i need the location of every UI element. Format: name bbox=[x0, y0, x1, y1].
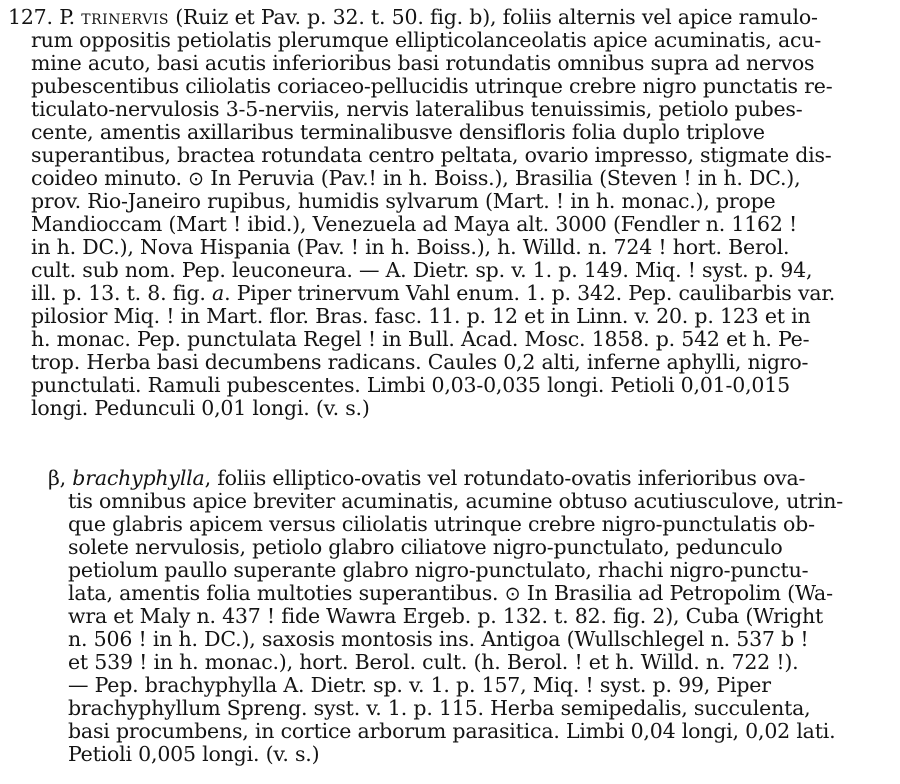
line-segment: . Piper trinervum Vahl enum. 1. p. 342. Pep. caulibarbis var. bbox=[224, 281, 836, 305]
entry-127-line: pubescentibus ciliolatis coriaceo-pellucidis utrinque crebre nigro punctatis re- bbox=[31, 74, 833, 98]
line-segment: In Brasilia ad Petropolim (Wa- bbox=[520, 581, 833, 605]
entry-127-line: Mandioccam (Mart ! ibid.), Venezuela ad Maya alt. 3000 (Fendler n. 1162 ! bbox=[31, 212, 798, 236]
entry-127-line: prov. Rio-Janeiro rupibus, humidis sylvarum (Mart. ! in h. monac.), prope bbox=[31, 189, 776, 213]
annual-symbol-icon: ⊙ bbox=[188, 168, 204, 190]
entry-127-line: trop. Herba basi decumbens radicans. Caules 0,2 alti, inferne aphylli, nigro- bbox=[31, 350, 809, 374]
variety-beta-line: n. 506 ! in h. DC.), saxosis montosis ins. Antigoa (Wullschlegel n. 537 b ! bbox=[68, 627, 809, 651]
figure-letter: a bbox=[212, 281, 225, 305]
variety-beta-line: Petioli 0,005 longi. (v. s.) bbox=[68, 742, 320, 766]
variety-beta-line: et 539 ! in h. monac.), hort. Berol. cult. (h. Berol. ! et h. Willd. n. 722 !). bbox=[68, 650, 799, 674]
entry-127-line-1-rest: (Ruiz et Pav. p. 32. t. 50. fig. b), foliis alternis vel apice ramulo- bbox=[168, 5, 818, 29]
entry-127-line: cente, amentis axillaribus terminalibusve densifloris folia duplo triplove bbox=[31, 120, 765, 144]
line-segment: , foliis elliptico-ovatis vel rotundato-ovatis inferioribus ova- bbox=[204, 466, 806, 490]
variety-beta-line: petiolum paullo superante glabro nigro-punctulato, rhachi nigro-punctu- bbox=[68, 558, 809, 582]
species-name: trinervis bbox=[81, 5, 169, 29]
variety-name: brachyphylla bbox=[72, 466, 205, 490]
line-segment: coideo minuto. bbox=[31, 166, 189, 190]
variety-beta-line: brachyphyllum Spreng. syst. v. 1. p. 115. Herba semipedalis, succulenta, bbox=[68, 696, 811, 720]
entry-127-line: in h. DC.), Nova Hispania (Pav. ! in h. Boiss.), h. Willd. n. 724 ! hort. Berol. bbox=[31, 235, 790, 259]
variety-greek-letter: β, bbox=[48, 466, 66, 490]
entry-127-line-13 bbox=[31, 282, 835, 304]
variety-beta-line: solete nervulosis, petiolo glabro ciliatove nigro-punctulato, pedunculo bbox=[68, 535, 783, 559]
annual-symbol-icon: ⊙ bbox=[504, 583, 521, 605]
line-segment: ill. p. 13. t. 8. fig. bbox=[31, 281, 213, 305]
entry-127-line: cult. sub nom. Pep. leuconeura. — A. Dietr. sp. v. 1. p. 149. Miq. ! syst. p. 94, bbox=[31, 258, 813, 282]
variety-beta-line: wra et Maly n. 437 ! fide Wawra Ergeb. p. 132. t. 82. fig. 2), Cuba (Wright bbox=[68, 604, 824, 628]
variety-beta-line-1 bbox=[48, 467, 805, 489]
entry-127-line: h. monac. Pep. punctulata Regel ! in Bull. Acad. Mosc. 1858. p. 542 et h. Pe- bbox=[31, 327, 810, 351]
entry-127-line: rum oppositis petiolatis plerumque ellipticolanceolatis apice acuminatis, acu- bbox=[31, 28, 822, 52]
line-segment: lata, amentis folia multoties superantibus. bbox=[68, 581, 505, 605]
entry-127-line: mine acuto, basi acutis inferioribus basi rotundatis omnibus supra ad nervos bbox=[31, 51, 815, 75]
variety-beta-line: tis omnibus apice breviter acuminatis, acumine obtuso acutiusculove, utrin- bbox=[68, 489, 844, 513]
entry-127-line: superantibus, bractea rotundata centro peltata, ovario impresso, stigmate dis- bbox=[31, 143, 832, 167]
entry-127-line-8 bbox=[31, 167, 800, 190]
variety-beta-line: — Pep. brachyphylla A. Dietr. sp. v. 1. p. 157, Miq. ! syst. p. 99, Piper bbox=[68, 673, 771, 697]
variety-beta-line-6 bbox=[68, 582, 833, 605]
entry-127-line-1 bbox=[8, 6, 818, 28]
entry-127-line: ticulato-nervulosis 3-5-nerviis, nervis lateralibus tenuissimis, petiolo pubes- bbox=[31, 97, 803, 121]
entry-127-line: pilosior Miq. ! in Mart. flor. Bras. fasc. 11. p. 12 et in Linn. v. 20. p. 123 et in bbox=[31, 304, 811, 328]
line-segment: In Peruvia (Pav.! in h. Boiss.), Brasilia (Steven ! in h. DC.), bbox=[203, 166, 801, 190]
entry-127-line: longi. Pedunculi 0,01 longi. (v. s.) bbox=[31, 396, 370, 420]
variety-beta-line: que glabris apicem versus ciliolatis utrinque crebre nigro-punctulatis ob- bbox=[68, 512, 815, 536]
entry-number: 127. bbox=[8, 5, 53, 29]
entry-127-line: punctulati. Ramuli pubescentes. Limbi 0,03-0,035 longi. Petioli 0,01-0,015 bbox=[31, 373, 790, 397]
variety-beta-line: basi procumbens, in cortice arborum parasitica. Limbi 0,04 longi, 0,02 lati. bbox=[68, 719, 836, 743]
genus-abbrev: P. bbox=[59, 5, 75, 29]
